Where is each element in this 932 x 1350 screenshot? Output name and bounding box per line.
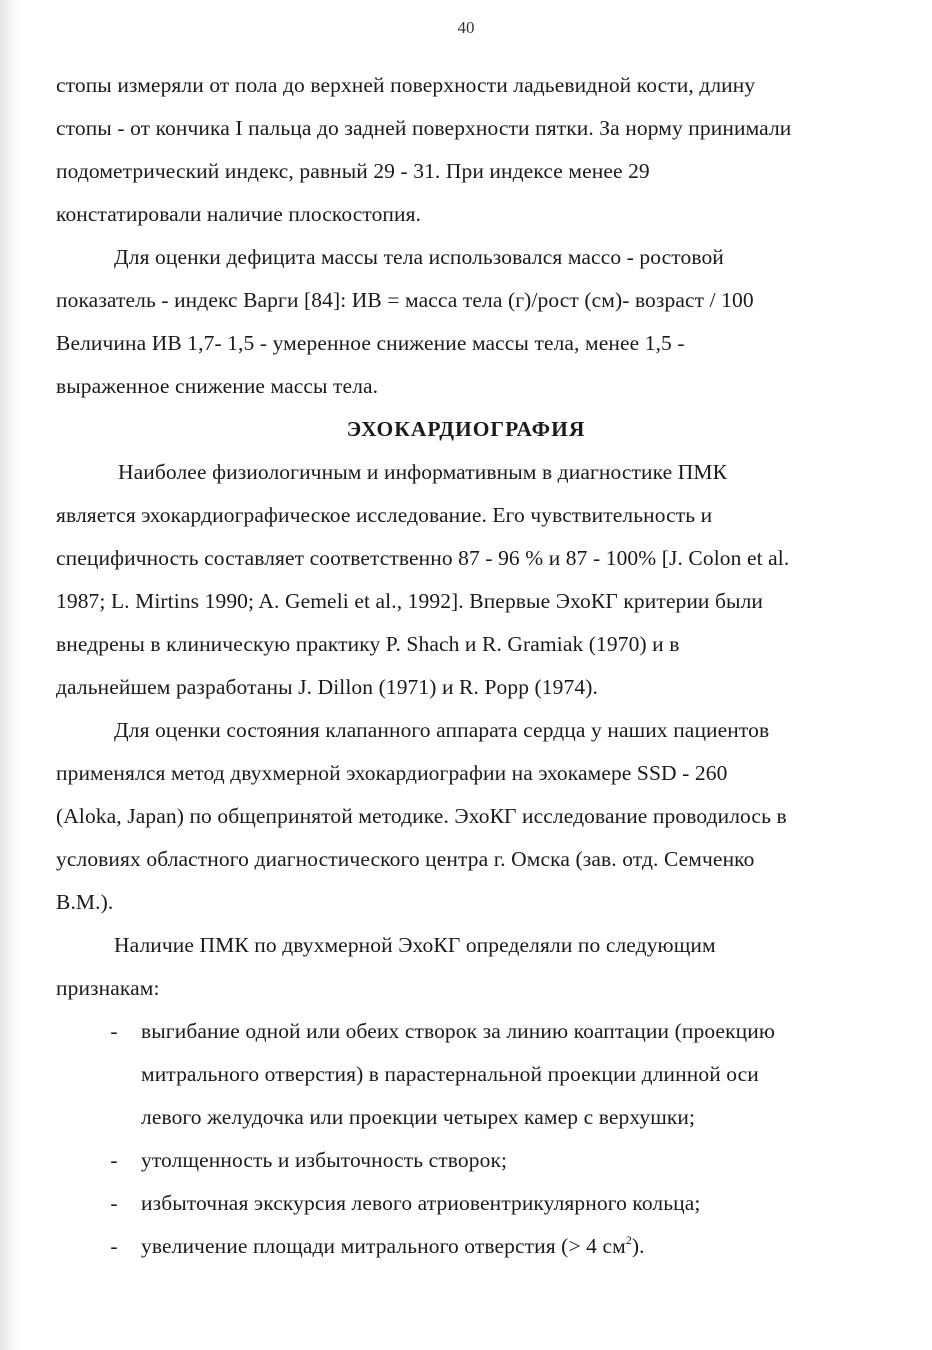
paragraph-5 <box>56 924 886 1010</box>
text-line: В.М.). <box>56 890 114 914</box>
paragraph-3 <box>56 451 886 709</box>
text-span: ). <box>631 1234 645 1258</box>
text-line: утолщенность и избыточность створок; <box>141 1148 508 1172</box>
bullet-dash: - <box>110 1191 118 1215</box>
list-item <box>56 1139 886 1182</box>
paragraph-1 <box>56 64 886 236</box>
criteria-list <box>56 1010 886 1268</box>
list-item <box>56 1010 886 1139</box>
paragraph-4 <box>56 709 886 924</box>
bullet-dash: - <box>110 1148 118 1172</box>
text-line: показатель - индекс Варги [84]: ИВ = масса тела (г)/рост (см)- возраст / 100 <box>56 288 754 312</box>
scan-edge-shadow <box>0 0 20 1350</box>
text-line: выгибание одной или обеих створок за линию коаптации (проекцию <box>141 1019 775 1043</box>
text-line: применялся метод двухмерной эхокардиографии на эхокамере SSD - 260 <box>56 761 728 785</box>
text-line: подометрический индекс, равный 29 - 31. При индексе менее 29 <box>56 159 650 183</box>
text-line: 1987; L. Mirtins 1990; A. Gemeli et al., 1992]. Впервые ЭхоКГ критерии были <box>56 589 764 613</box>
text-line: Величина ИВ 1,7- 1,5 - умеренное снижение массы тела, менее 1,5 - <box>56 331 685 355</box>
superscript: 2 <box>625 1233 632 1247</box>
bullet-dash: - <box>110 1019 118 1043</box>
text-line: Для оценки состояния клапанного аппарата сердца у наших пациентов <box>114 718 770 742</box>
text-line: левого желудочка или проекции четырех камер с верхушки; <box>141 1105 696 1129</box>
text-line: избыточная экскурсия левого атриовентрикулярного кольца; <box>141 1191 701 1215</box>
list-item <box>56 1225 886 1268</box>
page-number: 40 <box>457 18 475 37</box>
text-line: специфичность составляет соответственно 87 - 96 % и 87 - 100% [J. Colon et al. <box>56 546 790 570</box>
bullet-dash: - <box>110 1234 118 1258</box>
text-line: стопы измеряли от пола до верхней поверхности ладьевидной кости, длину <box>56 73 756 97</box>
text-line: признакам: <box>56 976 160 1000</box>
text-line: условиях областного диагностического центра г. Омска (зав. отд. Семченко <box>56 847 755 871</box>
text-line: является эхокардиографическое исследование. Его чувствительность и <box>56 503 713 527</box>
text-line: Наличие ПМК по двухмерной ЭхоКГ определяли по следующим <box>114 933 716 957</box>
text-line: митрального отверстия) в парастернальной проекции длинной оси <box>141 1062 759 1086</box>
list-item <box>56 1182 886 1225</box>
text-line: констатировали наличие плоскостопия. <box>56 202 422 226</box>
text-line: внедрены в клиническую практику P. Shach и R. Gramiak (1970) и в <box>56 632 680 656</box>
section-heading: ЭХОКАРДИОГРАФИЯ <box>346 417 586 441</box>
paragraph-2 <box>56 236 886 408</box>
page-content <box>56 64 886 1268</box>
text-line: выраженное снижение массы тела. <box>56 374 379 398</box>
text-line: (Aloka, Japan) по общепринятой методике. ЭхоКГ исследование проводилось в <box>56 804 787 828</box>
text-line <box>141 1225 886 1268</box>
text-line: стопы - от кончика I пальца до задней поверхности пятки. За норму принимали <box>56 116 792 140</box>
text-line: Наиболее физиологичным и информативным в диагностике ПМК <box>118 460 728 484</box>
text-span: увеличение площади митрального отверстия (> 4 см <box>141 1234 626 1258</box>
text-line: Для оценки дефицита массы тела использовался массо - ростовой <box>114 245 724 269</box>
text-line: дальнейшем разработаны J. Dillon (1971) и R. Popp (1974). <box>56 675 598 699</box>
